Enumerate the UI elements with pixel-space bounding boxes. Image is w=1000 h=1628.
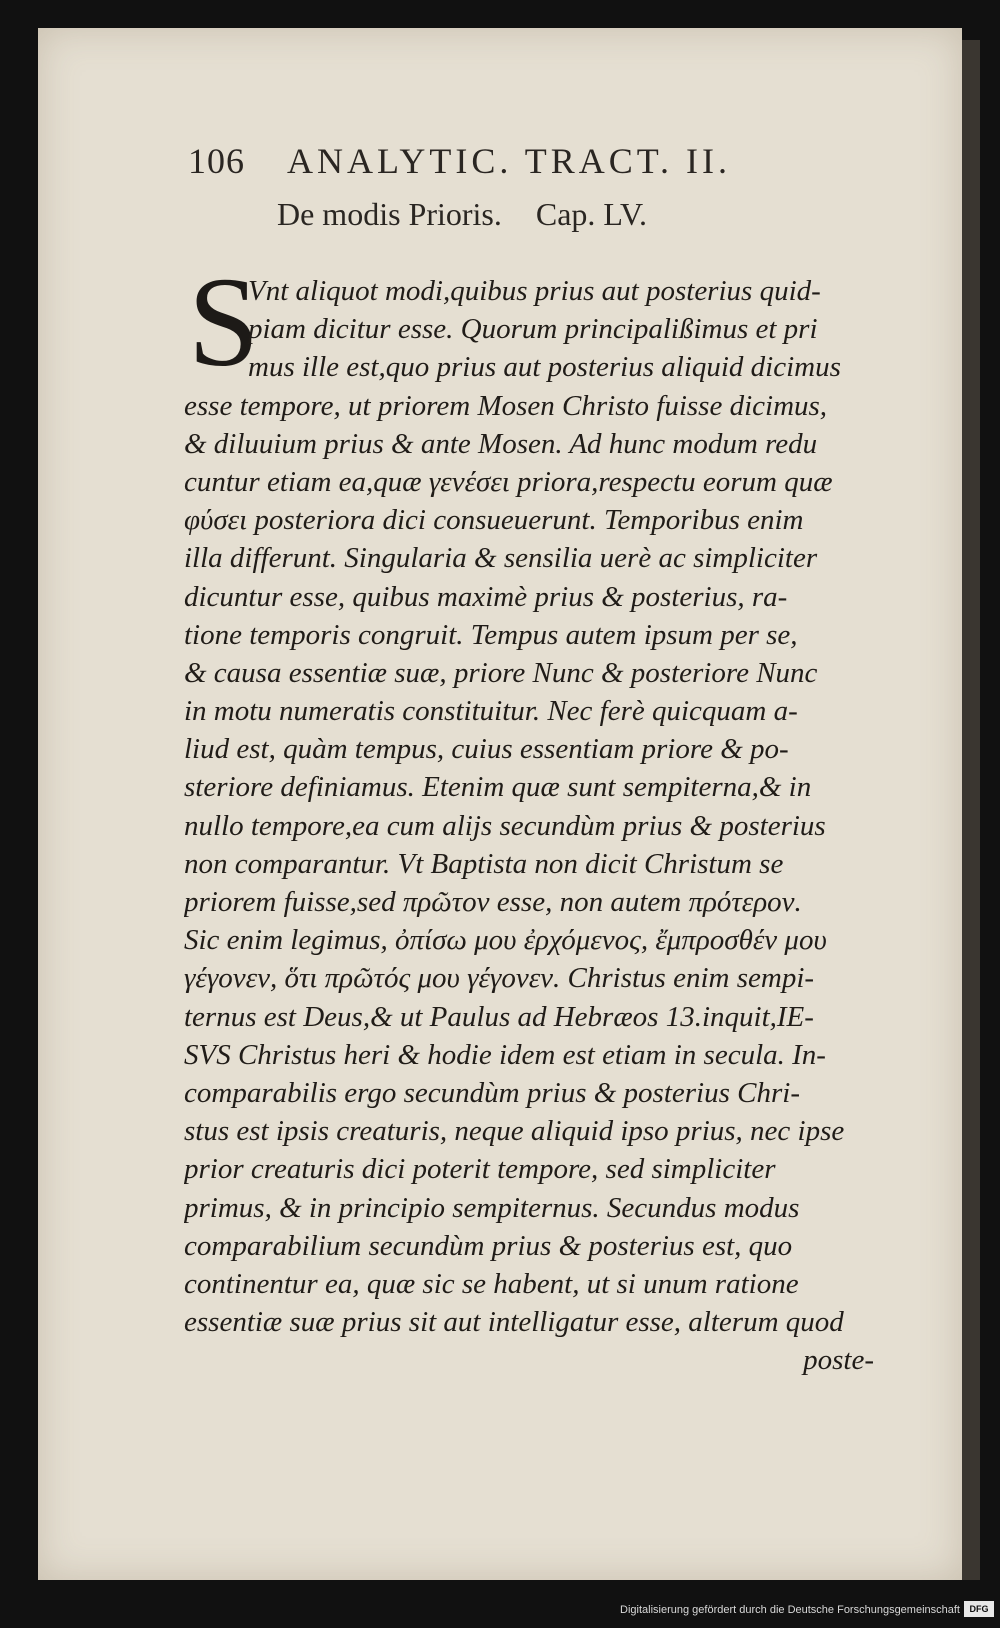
text-line: continentur ea, quæ sic se habent, ut si unum ratione — [184, 1267, 799, 1300]
text-line: prior creaturis dici poterit tempore, sed simpliciter — [184, 1153, 776, 1186]
text-line: piam dicitur esse. Quorum principalißimus et pri — [248, 313, 818, 346]
chapter-number: Cap. LV. — [535, 196, 648, 232]
text-line: illa differunt. Singularia & sensilia uerè ac simpliciter — [184, 542, 818, 575]
text-line: ternus est Deus,& ut Paulus ad Hebræos 13.inquit,IE- — [184, 1000, 814, 1033]
text-line: & causa essentiæ suæ, priore Nunc & posteriore Nunc — [184, 656, 818, 689]
text-line: comparabilis ergo secundùm prius & posterius Chri- — [184, 1076, 800, 1109]
drop-capital: S — [188, 251, 260, 393]
text-line: tione temporis congruit. Tempus autem ipsum per se, — [184, 618, 798, 651]
text-line: & diluuium prius & ante Mosen. Ad hunc modum redu — [184, 427, 818, 460]
chapter-title: De modis Prioris. — [276, 196, 502, 232]
text-line: priorem fuisse,sed πρῶτον esse, non autem πρότερον. — [184, 886, 802, 918]
dfg-logo: DFG — [964, 1601, 994, 1617]
text-line: comparabilium secundùm prius & posterius est, quo — [184, 1229, 793, 1262]
text-line: steriore definiamus. Etenim quæ sunt sempiterna,& in — [184, 771, 812, 804]
text-line: mus ille est,quo prius aut posterius aliquid dicimus — [248, 351, 841, 384]
page-edge — [962, 40, 980, 1580]
catchword: poste- — [803, 1344, 874, 1377]
text-line: Sic enim legimus, ὀπίσω μου ἐρχόμενος, ἔμπροσθέν μου — [184, 924, 827, 957]
body-text — [184, 272, 874, 1379]
text-line: Vnt aliquot modi,quibus prius aut posterius quid- — [248, 275, 821, 307]
text-line: primus, & in principio sempiternus. Secundus modus — [184, 1191, 800, 1224]
text-line: φύσει posteriora dici consueuerunt. Temporibus enim — [184, 504, 804, 537]
text-line: SVS Christus heri & hodie idem est etiam in secula. In- — [184, 1038, 826, 1071]
text-line: in motu numeratis constituitur. Nec ferè quicquam a- — [184, 695, 798, 728]
text-line: dicuntur esse, quibus maximè prius & posterius, ra- — [184, 580, 788, 613]
text-line: nullo tempore,ea cum alijs secundùm prius & posterius — [184, 809, 826, 842]
chapter-heading — [0, 196, 924, 233]
page-number: 106 — [188, 141, 245, 181]
text-line: cuntur etiam ea,quæ γενέσει priora,respectu eorum quæ — [184, 465, 833, 498]
running-title: ANALYTIC. TRACT. II. — [287, 141, 732, 181]
text-line: esse tempore, ut priorem Mosen Christo fuisse dicimus, — [184, 389, 828, 422]
text-line: liud est, quàm tempus, cuius essentiam priore & po- — [184, 733, 789, 766]
text-line: γέγονεν, ὅτι πρῶτός μου γέγονεν. Christus enim sempi- — [184, 962, 815, 995]
running-header — [188, 140, 848, 200]
text-line: stus est ipsis creaturis, neque aliquid ipso prius, nec ipse — [184, 1115, 845, 1148]
text-line: non comparantur. Vt Baptista non dicit Christum se — [184, 847, 784, 880]
text-line: essentiæ suæ prius sit aut intelligatur esse, alterum quod — [184, 1306, 844, 1339]
funding-credit: Digitalisierung gefördert durch die Deutsche Forschungsgemeinschaft — [620, 1604, 960, 1616]
